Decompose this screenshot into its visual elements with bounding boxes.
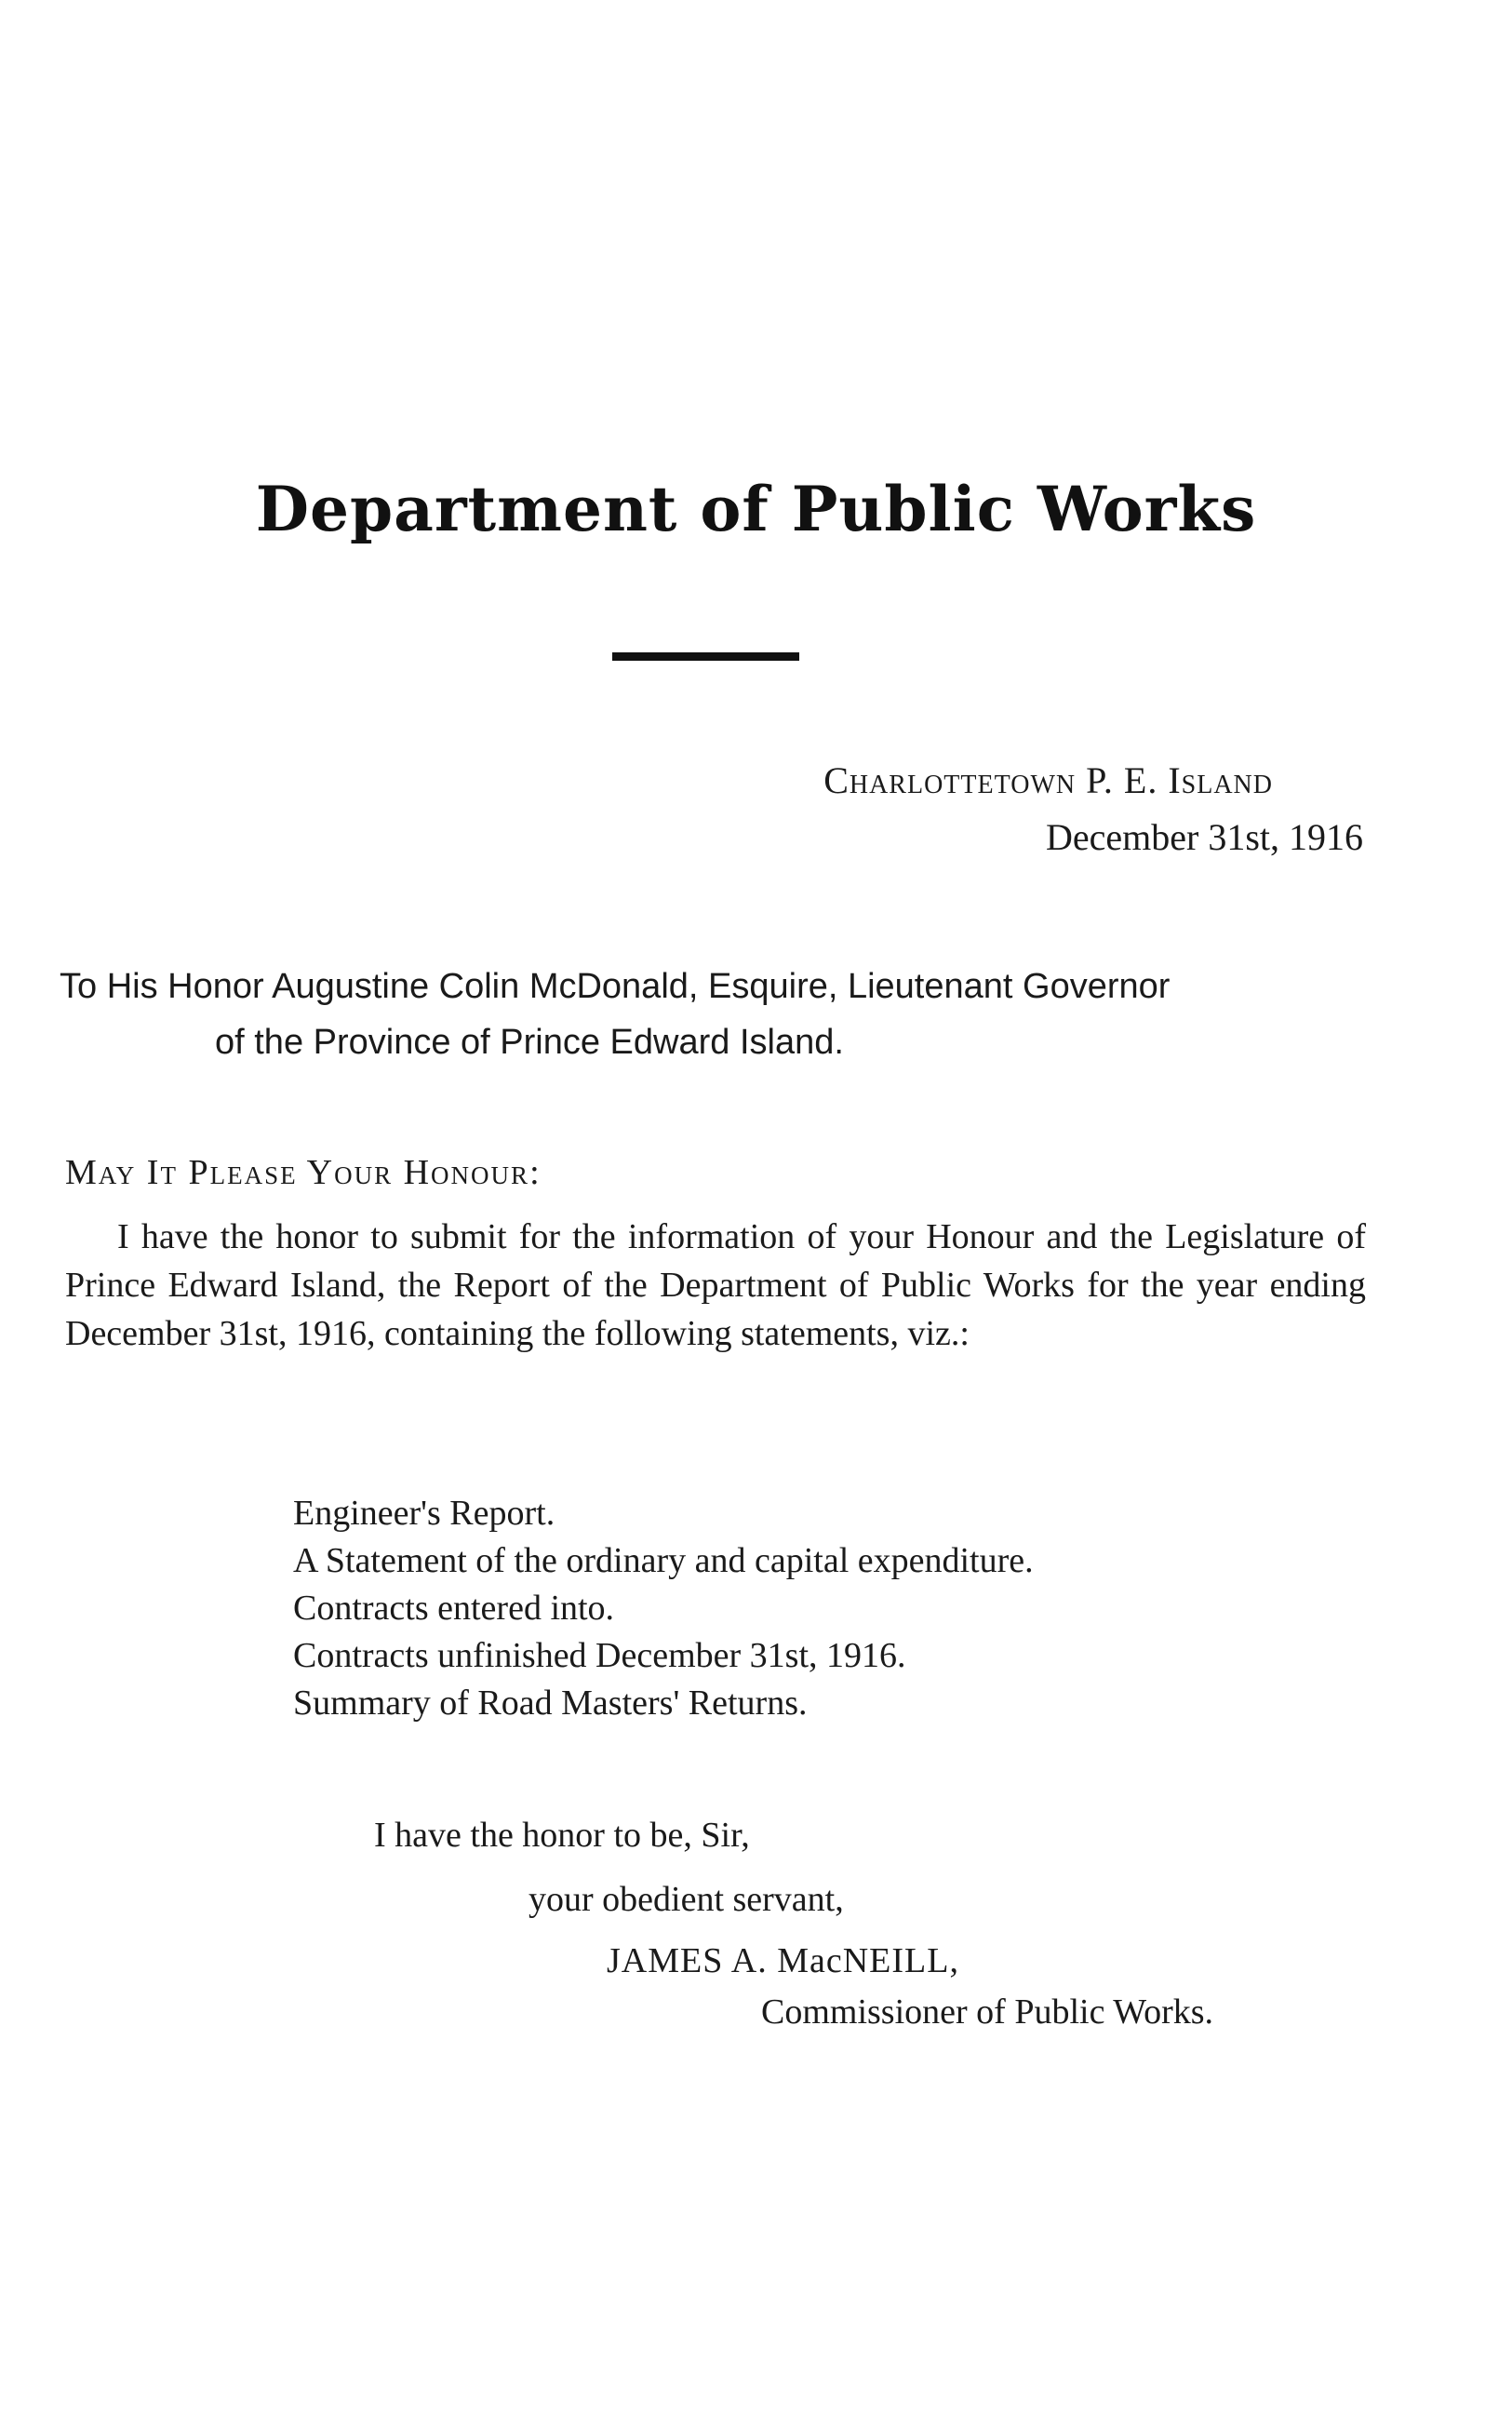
signer-name: JAMES A. MacNEILL, [607, 1941, 959, 1980]
body-paragraph: I have the honor to submit for the information of your Honour and the Legislature of Prince Edward Island, the Report of the Department of Public Works for the year ending December 31st, 1916, containing the following statements, viz.: [65, 1217, 1366, 1353]
addressee-line-2: of the Province of Prince Edward Island. [215, 1023, 844, 1062]
statements-list [293, 1490, 1372, 1727]
addressee-block [60, 959, 1372, 1070]
signer-title: Commissioner of Public Works. [761, 1992, 1214, 2032]
list-item: Contracts unfinished December 31st, 1916. [293, 1636, 906, 1675]
title-divider [612, 652, 799, 661]
salutation: May It Please Your Honour: [65, 1153, 542, 1192]
addressee-line-1: To His Honor Augustine Colin McDonald, Esquire, Lieutenant Governor [60, 967, 1171, 1006]
list-item: Summary of Road Masters' Returns. [293, 1684, 808, 1723]
list-item: Engineer's Report. [293, 1494, 555, 1533]
dateline-date: December 31st, 1916 [1045, 816, 1363, 858]
dateline-place: Charlottetown P. E. Island [823, 759, 1273, 801]
page-title: Department of Public Works [255, 473, 1257, 545]
list-item: A Statement of the ordinary and capital expenditure. [293, 1541, 1034, 1580]
servant-line: your obedient servant, [529, 1880, 844, 1919]
closing-line: I have the honor to be, Sir, [374, 1816, 750, 1855]
list-item: Contracts entered into. [293, 1589, 615, 1628]
